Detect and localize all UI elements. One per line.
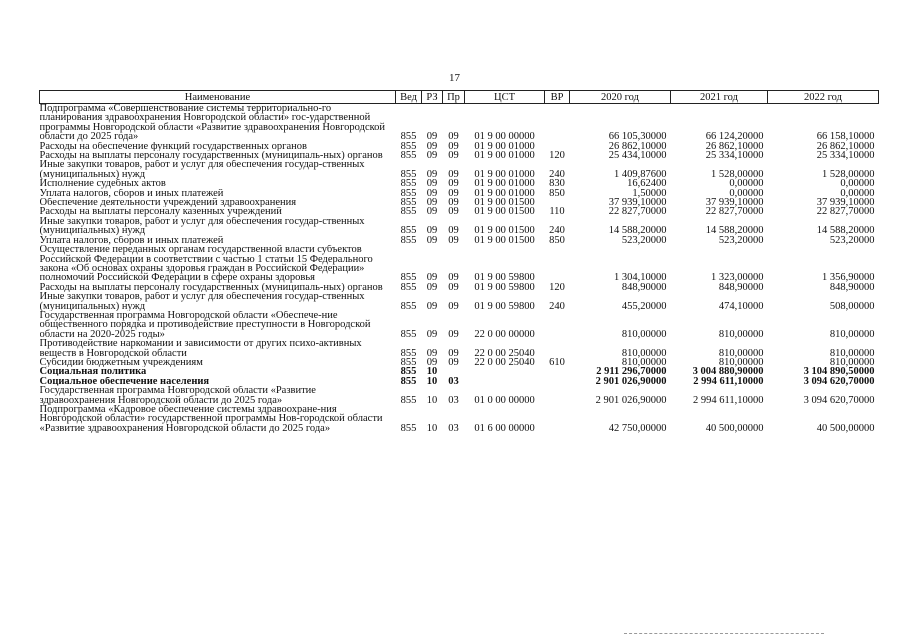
- cell-name: Расходы на выплаты персоналу государственных (муниципаль-ных) органов: [39, 151, 383, 161]
- cell-2020: 37 939,10000: [608, 198, 667, 208]
- cell-ved: 855: [400, 168, 417, 180]
- budget-table: [39, 90, 879, 433]
- table-row: [40, 151, 879, 160]
- header-ved: Вед: [396, 91, 422, 104]
- cell-name: Расходы на обеспечение функций государственных органов: [39, 141, 307, 152]
- cell-name: Иные закупки товаров, работ и услуг для обеспечения государ-ственных (муниципальных) нужд: [39, 292, 365, 311]
- cell-2022: 523,20000: [829, 235, 875, 246]
- table-row: [40, 179, 879, 188]
- cell-vr: [545, 367, 570, 376]
- cell-rz: 09: [426, 151, 438, 161]
- cell-vr: [545, 311, 570, 339]
- cell-ved: 855: [400, 367, 417, 377]
- cell-name: Государственная программа Новгородской области «Обеспече-ние общественного порядка и противодействие преступности в Новгородской области на 2020-2025 годы»: [39, 310, 371, 340]
- cell-2021: 26 862,10000: [705, 141, 764, 152]
- cell-ved: 855: [400, 394, 417, 405]
- cell-ved: 855: [400, 357, 417, 368]
- cell-2021: 40 500,00000: [705, 422, 764, 434]
- cell-name: Противодействие наркомании и зависимости от других психо-активных веществ в Новгородской области: [39, 339, 362, 358]
- cell-2020: 2 901 026,90000: [595, 394, 667, 405]
- cell-2022: 1 528,00000: [822, 168, 875, 180]
- table-row: [40, 405, 879, 433]
- cell-ved: 855: [400, 422, 417, 434]
- cell-vr: [545, 339, 570, 358]
- table-body: [40, 104, 879, 434]
- cell-rz: 10: [426, 376, 438, 387]
- cell-pr: 03: [448, 376, 459, 387]
- scan-edge-line: [624, 633, 824, 635]
- cell-2021: 37 939,10000: [705, 198, 764, 208]
- cell-name: Подпрограмма «Совершенствование системы территориально-го планирования здравоохранения Новгородской области» гос-ударственной программы Новгородской области «Развитие здравоохранения Новгородской области до 2025 года»: [39, 103, 386, 142]
- cell-name: Осуществление переданных органам государственной власти субъектов Российской Федерации в соответствии с частью 1 статьи 15 Федерального закона «Об основах охраны здоровья граждан в Российской Федерации» полномочий Российской Федерации в сфере охраны здоровья: [39, 245, 373, 283]
- table-row: [40, 142, 879, 151]
- cell-2021: 474,10000: [718, 300, 764, 311]
- cell-name: Социальное обеспечение населения: [39, 376, 210, 387]
- cell-name: Расходы на выплаты персоналу государственных (муниципаль-ных) органов: [39, 282, 383, 293]
- table-row: [40, 367, 879, 376]
- cell-2022: 810,00000: [829, 328, 875, 340]
- cell-cst: 01 9 00 01500: [474, 235, 535, 246]
- cell-pr: 09: [448, 198, 459, 208]
- cell-2020: 455,20000: [621, 300, 667, 311]
- cell-2021: 22 827,70000: [705, 207, 764, 217]
- cell-cst: 01 0 00 00000: [474, 394, 535, 405]
- cell-2020: 16,62400: [627, 179, 667, 189]
- table-row: [40, 292, 879, 311]
- cell-2020: 848,90000: [621, 282, 667, 293]
- cell-name: Субсидии бюджетным учреждениям: [39, 357, 203, 368]
- header-pr: Пр: [443, 91, 465, 104]
- table-row: [40, 160, 879, 179]
- cell-2022: 1 356,90000: [822, 272, 875, 283]
- cell-2021: 810,00000: [718, 328, 764, 340]
- cell-rz: 09: [426, 207, 438, 217]
- cell-2022: 3 104 890,50000: [803, 367, 875, 377]
- cell-cst: 01 9 00 59800: [474, 282, 535, 293]
- cell-2021: 66 124,20000: [705, 131, 764, 142]
- cell-2021: 1 528,00000: [711, 168, 764, 180]
- table-row: [40, 311, 879, 339]
- header-2022: 2022 год: [768, 91, 879, 104]
- cell-pr: 03: [448, 422, 459, 434]
- cell-name: Уплата налогов, сборов и иных платежей: [39, 235, 224, 246]
- cell-pr: 03: [448, 394, 459, 405]
- cell-cst: 01 9 00 01500: [474, 225, 535, 236]
- cell-ved: 855: [400, 376, 417, 387]
- cell-vr: [545, 386, 570, 405]
- cell-cst: 22 0 00 00000: [474, 328, 535, 340]
- table-row: [40, 386, 879, 405]
- cell-vr: 240: [549, 300, 565, 311]
- table-header-row: [40, 91, 879, 104]
- cell-ved: 855: [400, 282, 417, 293]
- cell-cst: 01 9 00 01000: [474, 151, 535, 161]
- cell-2021: 1 323,00000: [711, 272, 764, 283]
- cell-cst: 01 9 00 59800: [474, 300, 535, 311]
- cell-name: Уплата налогов, сборов и иных платежей: [39, 188, 224, 199]
- cell-name: Социальная политика: [39, 367, 147, 377]
- cell-vr: 240: [549, 168, 565, 180]
- cell-name: Иные закупки товаров, работ и услуг для обеспечения государ-ственных (муниципальных) нужд: [39, 216, 365, 236]
- cell-2022: 25 334,10000: [816, 151, 875, 161]
- cell-rz: 09: [426, 235, 438, 246]
- table-row: [40, 217, 879, 236]
- cell-rz: 10: [426, 422, 438, 434]
- cell-2020: 25 434,10000: [608, 151, 667, 161]
- cell-pr: 09: [448, 179, 459, 189]
- cell-pr: 09: [448, 347, 459, 358]
- cell-vr: 120: [549, 151, 565, 161]
- cell-vr: 120: [549, 282, 565, 293]
- cell-2020: 523,20000: [621, 235, 667, 246]
- cell-cst: [465, 377, 545, 386]
- cell-rz: 09: [426, 300, 438, 311]
- cell-2021: 810,00000: [718, 347, 764, 358]
- cell-2021: 2 994 611,10000: [693, 376, 764, 387]
- cell-cst: 01 9 00 01500: [474, 207, 535, 217]
- cell-2021: 0,00000: [729, 179, 764, 189]
- cell-rz: 10: [426, 394, 438, 405]
- table-row: [40, 207, 879, 216]
- cell-cst: 01 9 00 01000: [474, 188, 535, 199]
- cell-rz: 09: [426, 179, 438, 189]
- cell-ved: 855: [400, 131, 417, 142]
- cell-2021: 14 588,20000: [705, 225, 764, 236]
- cell-2022: 40 500,00000: [816, 422, 875, 434]
- cell-cst: 01 9 00 01000: [474, 179, 535, 189]
- cell-name: Исполнение судебных актов: [39, 179, 166, 189]
- cell-vr: [545, 405, 570, 433]
- cell-name: Обеспечение деятельности учреждений здравоохранения: [39, 198, 297, 208]
- cell-2022: 3 094 620,70000: [803, 376, 875, 387]
- cell-2021: 2 994 611,10000: [693, 394, 764, 405]
- cell-cst: 22 0 00 25040: [474, 347, 535, 358]
- cell-ved: 855: [400, 235, 417, 246]
- cell-pr: 09: [448, 225, 459, 236]
- cell-name: Иные закупки товаров, работ и услуг для обеспечения государ-ственных (муниципальных) нужд: [39, 160, 365, 180]
- cell-rz: 09: [426, 357, 438, 368]
- cell-2022: 26 862,10000: [816, 141, 875, 152]
- cell-2022: 508,00000: [829, 300, 875, 311]
- cell-pr: 09: [448, 300, 459, 311]
- cell-name: Подпрограмма «Кадровое обеспечение системы здравоохране-ния Новгородской области» государственной программы Нов-городской области «Развитие здравоохранения Новгородской области до 2025 года»: [39, 405, 383, 434]
- cell-vr: 240: [549, 225, 565, 236]
- cell-vr: 110: [549, 207, 565, 217]
- cell-ved: 855: [400, 198, 417, 208]
- cell-2022: 848,90000: [829, 282, 875, 293]
- cell-vr: [545, 245, 570, 283]
- cell-rz: 09: [426, 168, 438, 180]
- cell-pr: 09: [448, 131, 459, 142]
- cell-pr: 09: [448, 207, 459, 217]
- table-row: [40, 283, 879, 292]
- cell-ved: 855: [400, 225, 417, 236]
- cell-pr: 09: [448, 272, 459, 283]
- cell-ved: 855: [400, 188, 417, 199]
- cell-2022: 37 939,10000: [816, 198, 875, 208]
- cell-ved: 855: [400, 179, 417, 189]
- cell-2022: 14 588,20000: [816, 225, 875, 236]
- cell-ved: 855: [400, 300, 417, 311]
- cell-2022: 0,00000: [840, 188, 875, 199]
- cell-vr: [545, 198, 570, 207]
- table-row: [40, 104, 879, 142]
- header-cst: ЦСТ: [465, 91, 545, 104]
- cell-pr: 09: [448, 357, 459, 368]
- cell-rz: 09: [426, 131, 438, 142]
- cell-2020: 810,00000: [621, 347, 667, 358]
- cell-2021: 810,00000: [718, 357, 764, 368]
- cell-name: Государственная программа Новгородской области «Развитие здравоохранения Новгородской области до 2025 года»: [39, 386, 316, 405]
- cell-name: Расходы на выплаты персоналу казенных учреждений: [39, 207, 282, 217]
- cell-2021: 848,90000: [718, 282, 764, 293]
- cell-vr: 830: [549, 179, 565, 189]
- cell-pr: 09: [448, 188, 459, 199]
- cell-2021: 3 004 880,90000: [692, 367, 764, 377]
- cell-pr: 09: [448, 282, 459, 293]
- cell-cst: 01 9 00 01000: [474, 168, 535, 180]
- table-row: [40, 198, 879, 207]
- cell-vr: [545, 377, 570, 386]
- cell-cst: 01 6 00 00000: [474, 422, 535, 434]
- cell-pr: 09: [448, 235, 459, 246]
- cell-vr: 610: [549, 357, 565, 368]
- cell-2020: 66 105,30000: [608, 131, 667, 142]
- cell-rz: 09: [426, 198, 438, 208]
- page-number: 17: [449, 72, 460, 84]
- cell-pr: 09: [448, 168, 459, 180]
- table-row: [40, 377, 879, 386]
- cell-ved: 855: [400, 347, 417, 358]
- header-vr: ВР: [545, 91, 570, 104]
- cell-2020: 810,00000: [621, 328, 667, 340]
- cell-ved: 855: [400, 141, 417, 152]
- cell-2022: 3 094 620,70000: [803, 394, 875, 405]
- cell-vr: [545, 142, 570, 151]
- cell-2022: 66 158,10000: [816, 131, 875, 142]
- cell-ved: 855: [400, 151, 417, 161]
- header-rz: РЗ: [422, 91, 443, 104]
- cell-2021: 523,20000: [718, 235, 764, 246]
- cell-2021: 0,00000: [729, 188, 764, 199]
- cell-cst: 22 0 00 25040: [474, 357, 535, 368]
- cell-2020: 22 827,70000: [608, 207, 667, 217]
- cell-2022: 0,00000: [840, 179, 875, 189]
- table-row: [40, 358, 879, 367]
- cell-rz: 09: [426, 347, 438, 358]
- cell-vr: [545, 104, 570, 142]
- header-2020: 2020 год: [570, 91, 671, 104]
- cell-2020: 14 588,20000: [608, 225, 667, 236]
- cell-pr: [443, 367, 465, 376]
- cell-ved: 855: [400, 272, 417, 283]
- header-2021: 2021 год: [671, 91, 768, 104]
- cell-vr: 850: [549, 235, 565, 246]
- cell-2020: 26 862,10000: [608, 141, 667, 152]
- cell-cst: 01 9 00 59800: [474, 272, 535, 283]
- cell-2020: 1 304,10000: [614, 272, 667, 283]
- cell-ved: 855: [400, 207, 417, 217]
- cell-rz: 09: [426, 282, 438, 293]
- cell-cst: [465, 367, 545, 376]
- table-row: [40, 339, 879, 358]
- cell-2020: 810,00000: [621, 357, 667, 368]
- cell-vr: 850: [549, 188, 565, 199]
- table-row: [40, 236, 879, 245]
- cell-2020: 1 409,87600: [614, 168, 667, 180]
- cell-pr: 09: [448, 151, 459, 161]
- header-name: Наименование: [40, 91, 396, 104]
- cell-rz: 10: [426, 367, 438, 377]
- cell-rz: 09: [426, 141, 438, 152]
- cell-rz: 09: [426, 328, 438, 340]
- cell-pr: 09: [448, 141, 459, 152]
- cell-2020: 2 901 026,90000: [595, 376, 667, 387]
- cell-2022: 810,00000: [829, 357, 875, 368]
- cell-ved: 855: [400, 328, 417, 340]
- cell-rz: 09: [426, 272, 438, 283]
- cell-2021: 25 334,10000: [705, 151, 764, 161]
- cell-pr: 09: [448, 328, 459, 340]
- table-row: [40, 189, 879, 198]
- cell-2022: 810,00000: [829, 347, 875, 358]
- cell-2020: 42 750,00000: [608, 422, 667, 434]
- cell-rz: 09: [426, 188, 438, 199]
- cell-cst: 01 9 00 00000: [474, 131, 535, 142]
- cell-2020: 2 911 296,70000: [596, 367, 667, 377]
- table-row: [40, 245, 879, 283]
- cell-cst: 01 9 00 01000: [474, 141, 535, 152]
- cell-2020: 1,50000: [632, 188, 667, 199]
- cell-rz: 09: [426, 225, 438, 236]
- cell-cst: 01 9 00 01500: [474, 198, 535, 208]
- cell-2022: 22 827,70000: [816, 207, 875, 217]
